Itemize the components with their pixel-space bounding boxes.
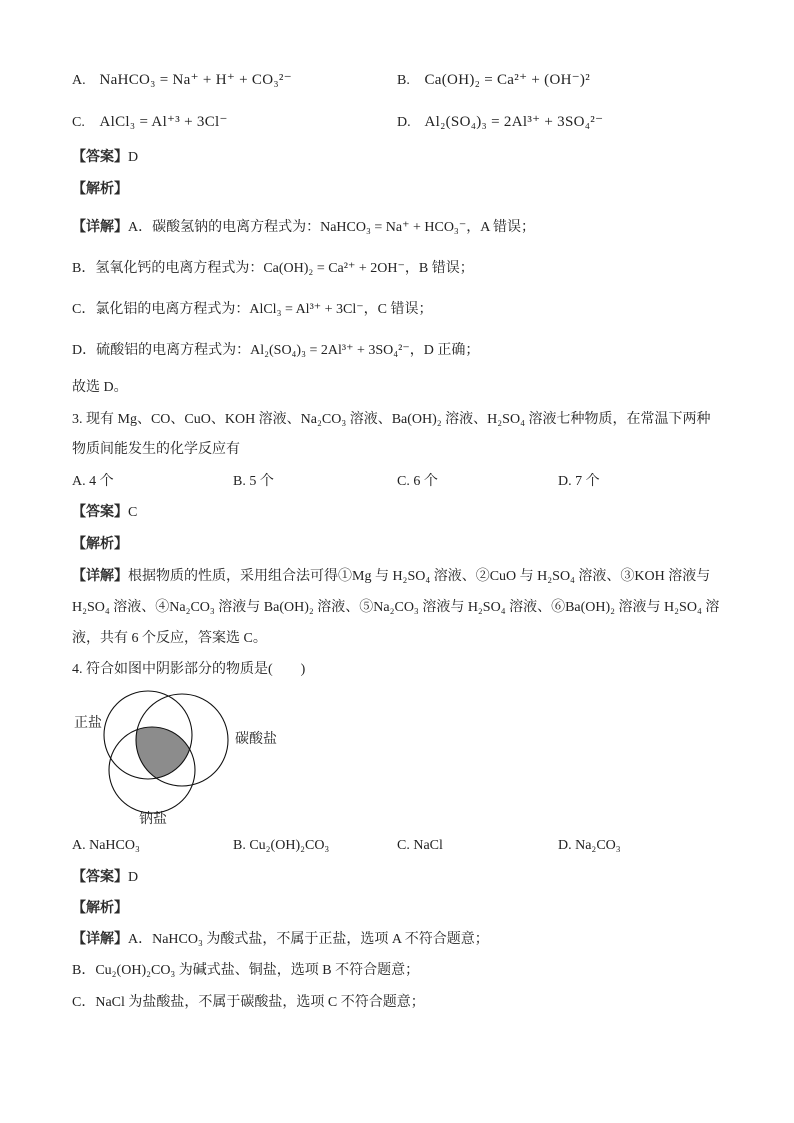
detail-tag: 【详解】 bbox=[72, 220, 128, 235]
q3-answer-line bbox=[72, 503, 137, 523]
option-formula: Al₂(SO₄)₃ = 2Al³⁺ + 3SO₄²⁻ bbox=[424, 114, 604, 130]
option-label: A. bbox=[72, 73, 86, 88]
detail-tag: 【详解】 bbox=[72, 569, 128, 584]
q3-detail-line bbox=[72, 598, 719, 618]
q2-option-b bbox=[397, 70, 590, 90]
venn-diagram bbox=[60, 680, 300, 840]
q2-detail-line bbox=[72, 259, 474, 279]
q4-detail-line bbox=[72, 993, 425, 1013]
detail-text: 故选 D。 bbox=[72, 380, 128, 395]
detail-tag: 【详解】 bbox=[72, 932, 128, 947]
q2-option-a bbox=[72, 70, 292, 90]
q3-detail-line bbox=[72, 567, 710, 587]
option-label: D. bbox=[397, 115, 411, 130]
q2-detail-line bbox=[72, 300, 433, 320]
detail-text: 根据物质的性质，采用组合法可得①Mg 与 H₂SO₄ 溶液、②CuO 与 H₂SO₄ 溶液、③KOH 溶液与 bbox=[128, 569, 711, 584]
option-label: B. bbox=[397, 73, 410, 88]
detail-text: H₂SO₄ 溶液、④Na₂CO₃ 溶液与 Ba(OH)₂ 溶液、⑤Na₂CO₃ 溶液与 H₂SO₄ 溶液、⑥Ba(OH)₂ 溶液与 H₂SO₄ 溶 bbox=[72, 600, 720, 615]
analysis-tag: 【解析】 bbox=[72, 182, 128, 197]
answer-tag: 【答案】 bbox=[72, 870, 128, 885]
q4-detail-line bbox=[72, 961, 419, 981]
venn-label-sodium-salt: 钠盐 bbox=[139, 812, 167, 827]
q2-option-c bbox=[72, 112, 228, 132]
stem-text: 3. 现有 Mg、CO、CuO、KOH 溶液、Na₂CO₃ 溶液、Ba(OH)₂ 溶液、H₂SO₄ 溶液七种物质，在常温下两种 bbox=[72, 412, 711, 427]
answer-value: D bbox=[128, 150, 139, 165]
q2-analysis-line bbox=[72, 180, 128, 200]
shaded-intersection bbox=[136, 727, 190, 778]
answer-value: C bbox=[128, 505, 138, 520]
q2-conclusion bbox=[72, 378, 128, 398]
answer-tag: 【答案】 bbox=[72, 150, 128, 165]
detail-text: C．氯化铝的电离方程式为：AlCl₃ = Al³⁺ + 3Cl⁻，C 错误； bbox=[72, 302, 433, 317]
q4-option-c: C. NaCl bbox=[397, 838, 443, 853]
q4-stem bbox=[72, 660, 305, 680]
q2-option-d bbox=[397, 112, 603, 132]
detail-text: 液，共有 6 个反应，答案选 C。 bbox=[72, 631, 267, 646]
option-formula: NaHCO₃ = Na⁺ + H⁺ + CO₃²⁻ bbox=[99, 72, 292, 88]
q4-answer-line bbox=[72, 868, 138, 888]
analysis-tag: 【解析】 bbox=[72, 901, 128, 916]
q4-detail-line bbox=[72, 930, 489, 950]
detail-text: B．Cu₂(OH)₂CO₃ 为碱式盐、铜盐，选项 B 不符合题意； bbox=[72, 963, 420, 978]
option-formula: AlCl₃ = Al⁺³ + 3Cl⁻ bbox=[99, 114, 228, 130]
q2-answer-line bbox=[72, 148, 138, 168]
answer-value: D bbox=[128, 870, 139, 885]
q3-option-a: A. 4 个 bbox=[72, 474, 114, 489]
q4-analysis-line bbox=[72, 899, 128, 919]
q2-detail-line bbox=[72, 218, 535, 238]
venn-label-normal-salt: 正盐 bbox=[74, 716, 102, 731]
q2-detail-line bbox=[72, 341, 479, 361]
answer-tag: 【答案】 bbox=[72, 505, 128, 520]
detail-text: D．硫酸铝的电离方程式为：Al₂(SO₄)₃ = 2Al³⁺ + 3SO₄²⁻，D 正确； bbox=[72, 343, 480, 358]
q3-stem bbox=[72, 440, 240, 460]
q3-option-b: B. 5 个 bbox=[233, 474, 274, 489]
detail-text: A．碳酸氢钠的电离方程式为：NaHCO₃ = Na⁺ + HCO₃⁻，A 错误； bbox=[128, 220, 536, 235]
detail-text: B．氢氧化钙的电离方程式为：Ca(OH)₂ = Ca²⁺ + 2OH⁻，B 错误； bbox=[72, 261, 474, 276]
option-label: C. bbox=[72, 115, 85, 130]
q3-option-d: D. 7 个 bbox=[558, 474, 600, 489]
q4-option-a: A. NaHCO₃ bbox=[72, 838, 140, 853]
stem-text: 物质间能发生的化学反应有 bbox=[72, 442, 240, 457]
q3-detail-line bbox=[72, 629, 267, 649]
q4-option-d: D. Na₂CO₃ bbox=[558, 838, 621, 853]
detail-text: A．NaHCO₃ 为酸式盐，不属于正盐，选项 A 不符合题意； bbox=[128, 932, 489, 947]
stem-text: 4. 符合如图中阴影部分的物质是( ) bbox=[72, 662, 306, 677]
q4-option-b: B. Cu₂(OH)₂CO₃ bbox=[233, 838, 330, 853]
q3-option-c: C. 6 个 bbox=[397, 474, 438, 489]
detail-text: C．NaCl 为盐酸盐，不属于碳酸盐，选项 C 不符合题意； bbox=[72, 995, 425, 1010]
q3-analysis-line bbox=[72, 535, 128, 555]
venn-label-carbonate: 碳酸盐 bbox=[235, 732, 277, 747]
option-formula: Ca(OH)₂ = Ca²⁺ + (OH⁻)² bbox=[424, 72, 591, 88]
q3-stem bbox=[72, 410, 710, 430]
analysis-tag: 【解析】 bbox=[72, 537, 128, 552]
